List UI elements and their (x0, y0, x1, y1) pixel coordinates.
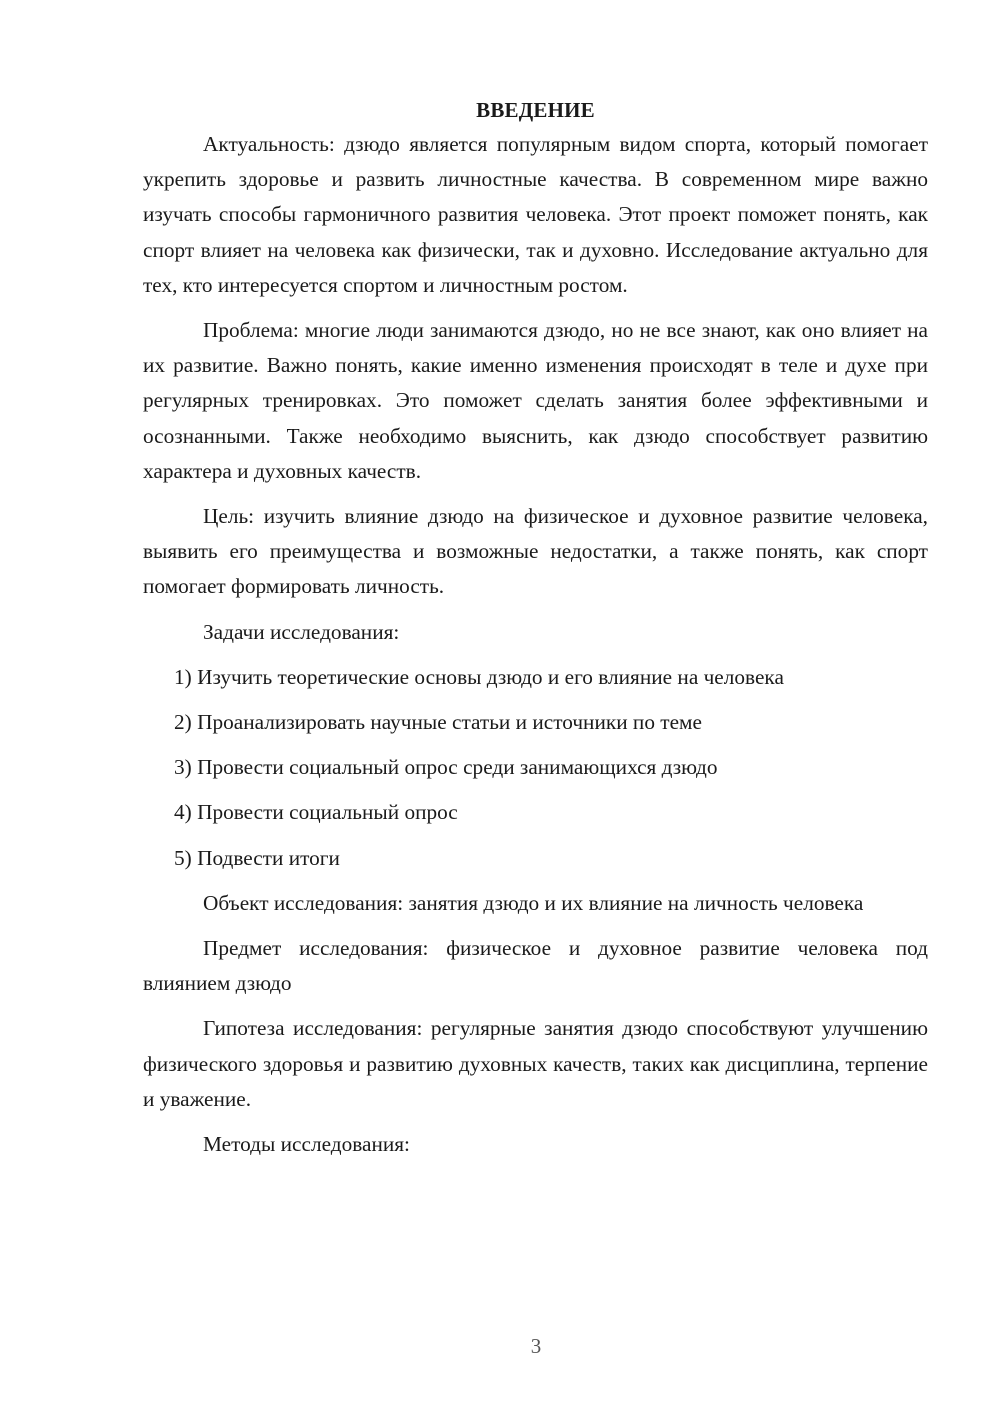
paragraph-relevance: Актуальность: дзюдо является популярным видом спорта, который помогает укрепить здоровье и развить личностные качества. В современном мире важно изучать способы гармоничного развития человека. Этот проект поможет понять, как спорт влияет на человека как физически, так и духовно. Исследование актуально для тех, кто интересуется спортом и личностным ростом. (143, 132, 928, 297)
list-item: 4) Провести социальный опрос (174, 800, 458, 825)
paragraph-goal: Цель: изучить влияние дзюдо на физическое и духовное развитие человека, выявить его преимущества и возможные недостатки, а также понять, как спорт помогает формировать личность. (143, 504, 928, 599)
paragraph-subject: Предмет исследования: физическое и духовное развитие человека под влиянием дзюдо (143, 936, 928, 996)
list-item: 5) Подвести итоги (174, 845, 340, 870)
paragraph-object: Объект исследования: занятия дзюдо и их влияние на личность человека (203, 890, 864, 915)
task-list (143, 660, 928, 876)
document-page (143, 93, 928, 1172)
page-number: 3 (530, 1334, 542, 1358)
list-item: 2) Проанализировать научные статьи и источники по теме (174, 710, 702, 735)
tasks-heading: Задачи исследования: (203, 619, 400, 644)
list-item: 1) Изучить теоретические основы дзюдо и его влияние на человека (174, 664, 784, 689)
paragraph-hypothesis: Гипотеза исследования: регулярные занятия дзюдо способствуют улучшению физического здоровья и развитию духовных качеств, таких как дисциплина, терпение и уважение. (143, 1016, 928, 1111)
section-title: ВВЕДЕНИЕ (476, 98, 595, 122)
list-item: 3) Провести социальный опрос среди занимающихся дзюдо (174, 755, 718, 780)
paragraph-problem: Проблема: многие люди занимаются дзюдо, но не все знают, как оно влияет на их развитие. Важно понять, какие именно изменения происходят в теле и духе при регулярных тренировках. Это поможет сделать занятия более эффективными и осознанными. Также необходимо выяснить, как дзюдо способствует развитию характера и духовных качеств. (143, 318, 928, 483)
methods-heading: Методы исследования: (203, 1132, 410, 1157)
